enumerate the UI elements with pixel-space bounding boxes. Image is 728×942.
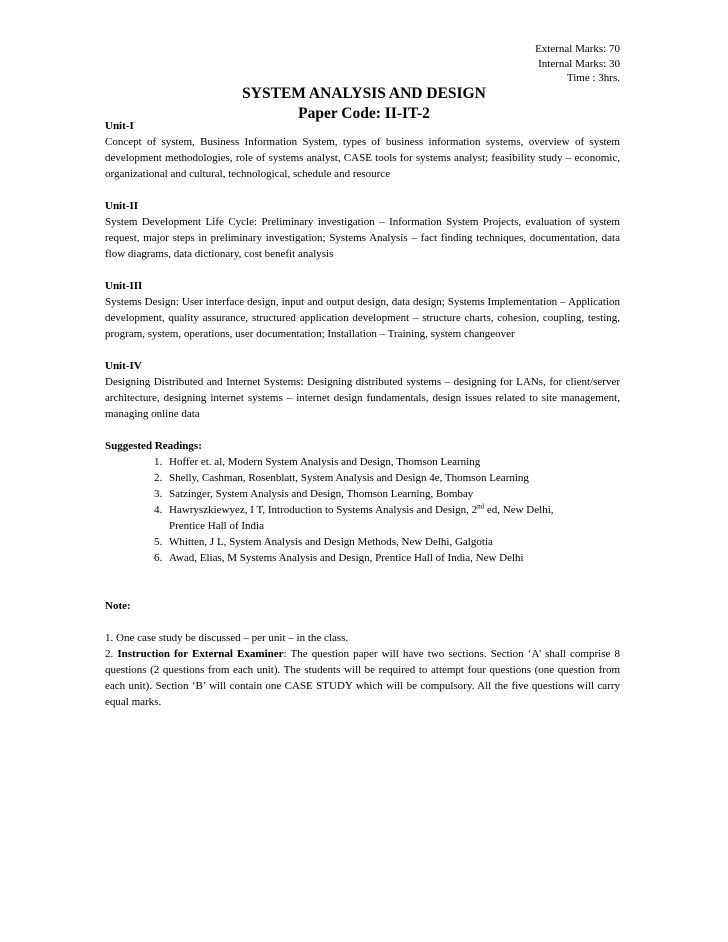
unit-heading: Unit-I [105, 120, 134, 132]
reading-text: Hawryszkiewyez, I T, Introduction to Systems Analysis and Design, 2 [169, 504, 478, 516]
unit-text: System Development Life Cycle: Preliminary investigation – Information System Projects, evaluation of system request, major steps in preliminary investigation; Systems Analysis – fact finding techniques, documentation, data flow diagrams, data dictionary, cost benefit analysis [105, 216, 620, 260]
note-point-number: 2. [105, 648, 118, 660]
readings-heading: Suggested Readings: [105, 440, 202, 452]
external-marks: External Marks: 70 [535, 43, 620, 55]
ordinal-suffix: nd [477, 502, 485, 511]
reading-text-cont: ed, New Delhi, [484, 504, 554, 516]
readings-list [105, 454, 620, 566]
unit-text: Systems Design: User interface design, input and output design, data design; Systems Implementation – Application development, quality assurance, structured application development – structure charts, cohesion, coupling, testing, program, system, operations, user documentation; Installation – Training, system changeover [105, 296, 620, 340]
unit-1 [105, 118, 620, 182]
examiner-instruction-text: : The question paper will have two sections. Section ‘A’ shall comprise 8 questions (2 questions from each unit). The students will be required to attempt four questions (one question from each unit). Section ‘B’ will contain one CASE STUDY which will be compulsory. All the five questions will carry equal marks. [105, 648, 620, 708]
marks-block [535, 42, 620, 86]
reading-publisher: Prentice Hall of India [169, 520, 264, 532]
note-heading: Note: [105, 600, 131, 612]
unit-3 [105, 278, 620, 342]
paper-code: Paper Code: II-IT-2 [298, 105, 430, 122]
note-section [105, 598, 620, 710]
reading-item [165, 502, 620, 534]
reading-item: 1. Hoffer et. al, Modern System Analysis and Design, Thomson Learning [165, 454, 620, 470]
unit-heading: Unit-II [105, 200, 139, 212]
note-point-2 [105, 646, 620, 710]
note-point-1: 1. One case study be discussed – per unit – in the class. [105, 632, 349, 644]
examiner-instruction-label: Instruction for External Examiner [117, 648, 284, 660]
unit-text: Concept of system, Business Information System, types of business information systems, overview of system development methodologies, role of systems analyst, CASE tools for systems analyst; feasibility study – economic, organizational and cultural, technological, schedule and resource [105, 136, 620, 180]
time-allowed: Time : 3hrs. [566, 72, 620, 84]
unit-heading: Unit-III [105, 280, 143, 292]
course-title: SYSTEM ANALYSIS AND DESIGN [242, 85, 486, 102]
internal-marks: Internal Marks: 30 [538, 57, 620, 70]
reading-item: 5. Whitten, J L, System Analysis and Design Methods, New Delhi, Galgotia [165, 534, 620, 550]
suggested-readings [105, 438, 620, 566]
reading-item: 6. Awad, Elias, M Systems Analysis and Design, Prentice Hall of India, New Delhi [165, 550, 620, 566]
unit-heading: Unit-IV [105, 360, 142, 372]
reading-item: 3. Satzinger, System Analysis and Design, Thomson Learning, Bombay [165, 486, 620, 502]
unit-text: Designing Distributed and Internet Systems: Designing distributed systems – designing for LANs, for client/server architecture, designing internet systems – internet design fundamentals, design issues related to site management, managing online data [105, 376, 620, 420]
unit-2 [105, 198, 620, 262]
syllabus-content [105, 118, 620, 726]
reading-item: 2. Shelly, Cashman, Rosenblatt, System Analysis and Design 4e, Thomson Learning [165, 470, 620, 486]
unit-4 [105, 358, 620, 422]
